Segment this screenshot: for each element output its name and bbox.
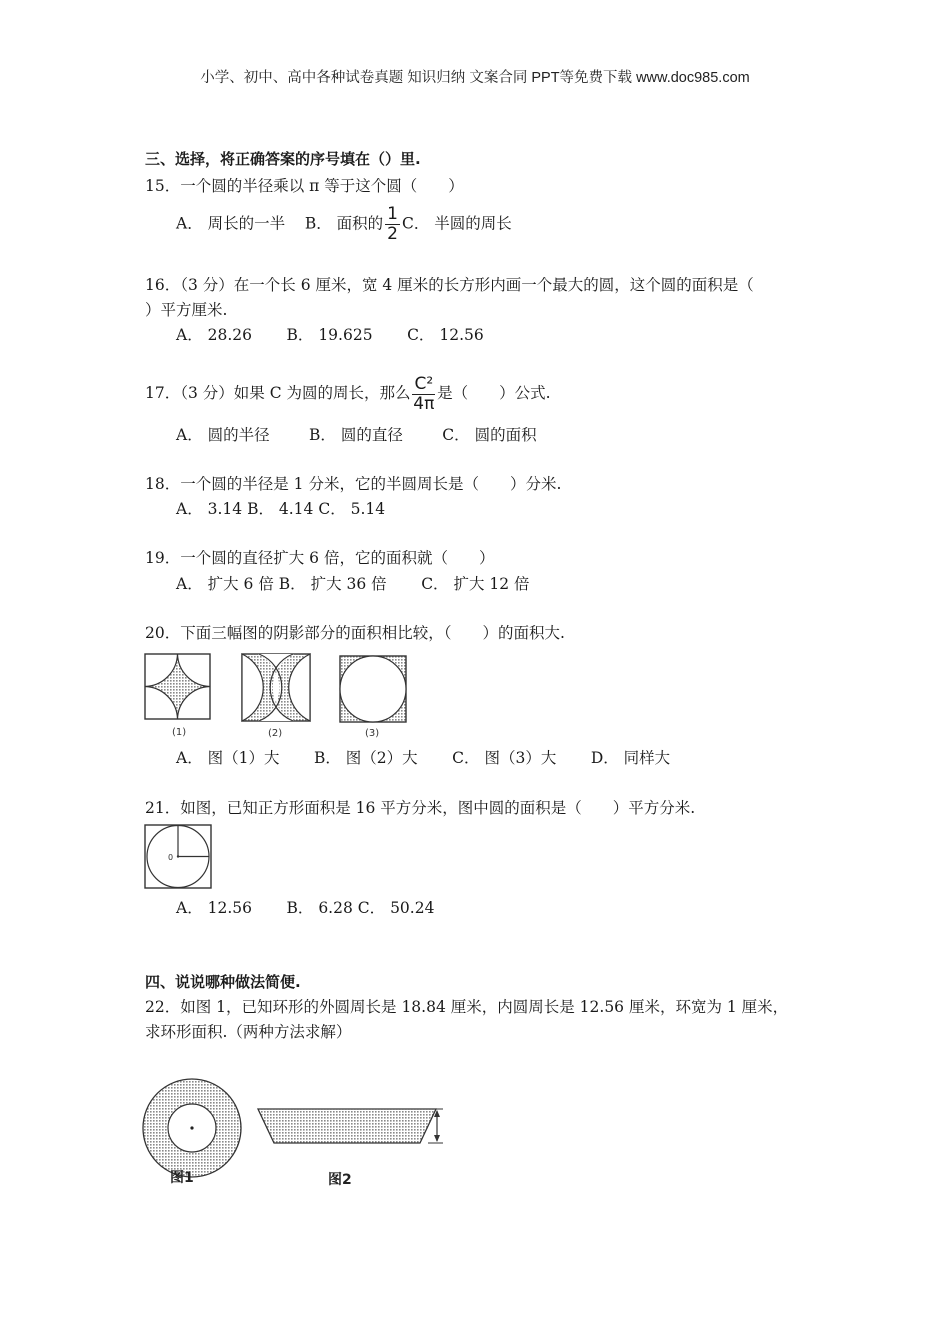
q15-fraction-den: 2: [387, 224, 398, 244]
q20-option-c: C． 图（3）大: [452, 749, 557, 767]
q19-option-a: A． 扩大 6 倍: [176, 575, 274, 593]
q20-figure-3: [340, 656, 406, 739]
q15-option-c: C． 半圆的周长: [402, 214, 512, 233]
q20-figures: [140, 650, 420, 740]
q16-options: [176, 323, 484, 345]
q21-option-b: B． 6.28: [286, 899, 353, 917]
q16-line1: 16．（3 分）在一个长 6 厘米，宽 4 厘米的长方形内画一个最大的圆，这个圆的面积是（: [145, 276, 754, 294]
q17-options: [176, 423, 537, 445]
q18-option-b: B． 4.14: [247, 500, 314, 518]
q21-option-c: C． 50.24: [357, 899, 435, 917]
q20-figure-1-label: (1): [172, 727, 187, 738]
q20-figure-3-label: (3): [365, 728, 380, 739]
q21-figure: [142, 822, 216, 892]
q18-option-c: C． 5.14: [318, 500, 386, 518]
q15-option-b: B． 面积的: [304, 214, 384, 233]
q20-options: [176, 746, 670, 768]
q16-option-c: C． 12.56: [407, 326, 484, 344]
page-header: 小学、初中、高中各种试卷真题 知识归纳 文案合同 PPT等免费下载 www.doc985.com: [200, 70, 750, 86]
q20-figure-2: [242, 654, 310, 739]
q18-options: [176, 497, 385, 519]
q16-line2: ）平方厘米.: [145, 301, 228, 319]
q19-option-c: C． 扩大 12 倍: [421, 575, 530, 593]
q15-options: [176, 206, 512, 243]
q22-figure-2-label: 图2: [328, 1172, 352, 1188]
q17-stem-pre: 17．（3 分）如果 C 为圆的周长，那么: [145, 384, 411, 402]
section-3-title: 三、选择，将正确答案的序号填在（）里.: [145, 150, 421, 168]
q20-figure-1: [145, 654, 210, 738]
q21-option-a: A． 12.56: [176, 899, 252, 917]
q22-figure-1-ring: [143, 1079, 241, 1177]
q19-option-b: B． 扩大 36 倍: [278, 575, 387, 593]
q22-line1: 22．如图 1，已知环形的外圆周长是 18.84 厘米，内圆周长是 12.56 厘米，环宽为 1 厘米，: [145, 998, 789, 1016]
q20-option-b: B． 图（2）大: [313, 749, 418, 767]
q20-option-d: D． 同样大: [590, 749, 671, 767]
q18-option-a: A． 3.14: [176, 500, 243, 518]
q17-fraction-num: C²: [414, 373, 434, 394]
q21-center-label: 0: [168, 853, 174, 862]
q19-stem: 19．一个圆的直径扩大 6 倍，它的面积就（ ）: [145, 549, 495, 567]
q15-fraction: [385, 206, 400, 243]
q16-option-a: A． 28.26: [176, 326, 252, 344]
q17-option-c: C． 圆的面积: [442, 426, 537, 444]
q17-option-b: B． 圆的直径: [309, 426, 403, 444]
q17-stem: [145, 368, 551, 418]
q15-option-a: A． 周长的一半: [176, 214, 286, 233]
q18-stem: 18．一个圆的半径是 1 分米，它的半圆周长是（ ）分米.: [145, 475, 562, 493]
q16-option-b: B． 19.625: [286, 326, 373, 344]
section-4-title: 四、说说哪种做法简便.: [145, 973, 301, 991]
q15-fraction-num: 1: [387, 204, 398, 224]
q21-stem: 21．如图，已知正方形面积是 16 平方分米，图中圆的面积是（ ）平方分米.: [145, 799, 696, 817]
q20-option-a: A． 图（1）大: [176, 749, 280, 767]
q17-option-a: A． 圆的半径: [176, 426, 270, 444]
q22-line2: 求环形面积.（两种方法求解）: [145, 1023, 352, 1041]
q17-fraction-den: 4π: [413, 393, 435, 414]
q17-fraction: [412, 373, 435, 414]
q22-figure-1-label: 图1: [170, 1170, 194, 1186]
q22-figures: [138, 1075, 458, 1195]
q20-stem: 20．下面三幅图的阴影部分的面积相比较，（ ）的面积大.: [145, 624, 565, 642]
q15-stem: 15．一个圆的半径乘以 π 等于这个圆（ ）: [145, 177, 464, 195]
q22-figure-2-trapezoid: [258, 1109, 443, 1143]
q17-stem-post: 是（ ）公式.: [437, 384, 551, 402]
q20-figure-2-label: (2): [268, 728, 283, 739]
q19-options: [176, 572, 530, 594]
q21-options: [176, 896, 434, 918]
